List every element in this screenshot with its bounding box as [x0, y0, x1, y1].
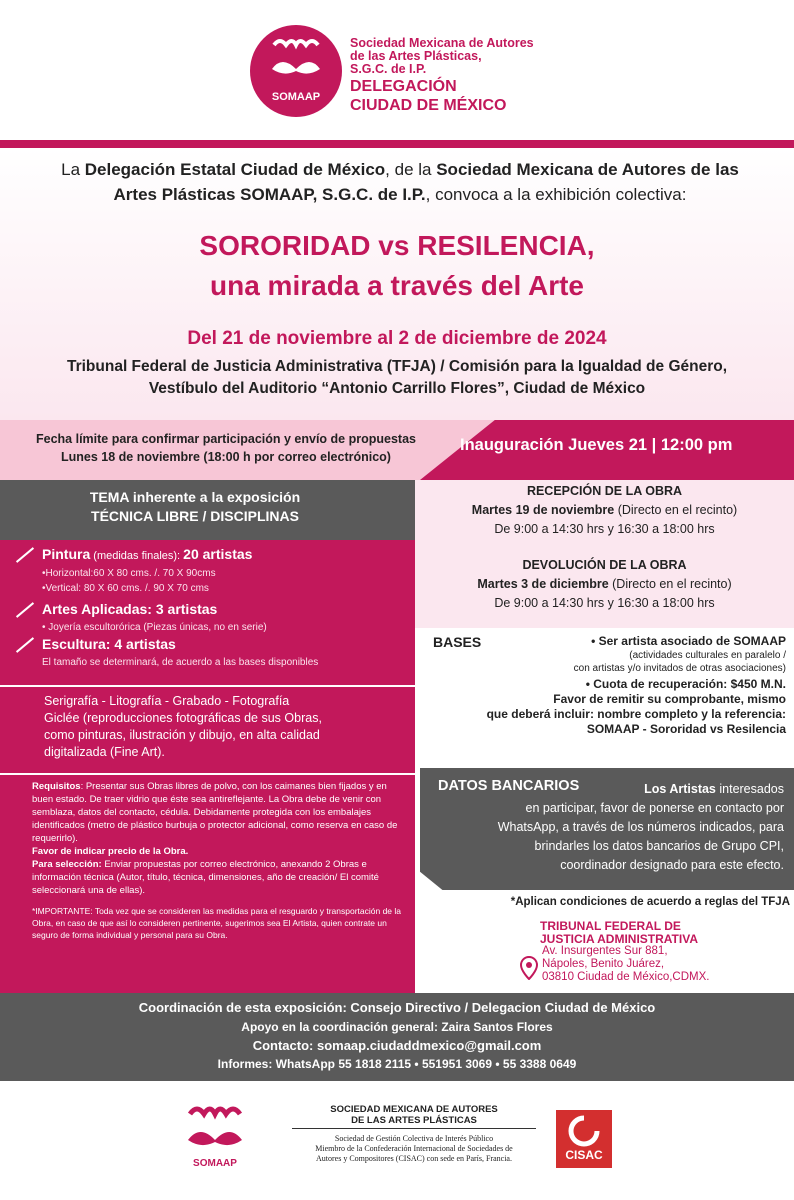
footer-sub-line: Miembro de la Confederación Internacional de Sociedades de	[315, 1144, 513, 1153]
tech-line: como pinturas, ilustración y dibujo, en alta calidad	[44, 728, 320, 742]
address-line: 03810 Ciudad de México,CDMX.	[542, 971, 710, 983]
tema-line: TÉCNICA LIBRE / DISCIPLINAS	[91, 508, 299, 524]
discipline-escultura: Escultura: 4 artistas	[42, 636, 176, 652]
exhibition-subtitle: una mirada a través del Arte	[209, 270, 584, 301]
reception-date-rest: (Directo en el recinto)	[614, 503, 738, 517]
bases-item: • Cuota de recuperación: $450 M.N.	[585, 677, 786, 691]
bases-sub: con artistas y/o invitados de otras asociaciones)	[573, 663, 786, 674]
artes-sub: • Joyería escultorórica (Piezas únicas, no en serie)	[42, 622, 267, 633]
address-line: Av. Insurgentes Sur 881,	[542, 945, 668, 957]
footer-title	[292, 1104, 536, 1126]
tfja-conditions: *Aplican condiciones de acuerdo a reglas del TFJA	[510, 896, 790, 908]
reception-hours: De 9:00 a 14:30 hrs y 16:30 a 18:00 hrs	[494, 522, 715, 536]
cisac-logo	[556, 1110, 612, 1168]
bank-line: brindarles los datos bancarios de Grupo CPI,	[534, 839, 784, 853]
tema-text	[30, 488, 360, 526]
bank-line: en participar, favor de ponerse en contacto por	[525, 801, 784, 815]
venue-line: Vestíbulo del Auditorio “Antonio Carrillo Flores”, Ciudad de México	[148, 380, 646, 397]
techniques-text	[44, 693, 404, 761]
bases-label: BASES	[433, 634, 482, 650]
slash-icon	[16, 547, 34, 563]
discipline-note: (medidas finales):	[90, 550, 184, 562]
bank-label: DATOS BANCARIOS	[438, 778, 580, 794]
req-text: : Presentar sus Obras libres de polvo, con los caimanes bien fijados y en buen estado. De traer vidrio que éste sea antireflejante. La Obra debe de venir con semblaza, datos del contacto, cédula. Debidamente protegida con los embalajes identificados (metro de plástico burbuja o protector adicional, como reserva en caso de requerirlo).	[32, 781, 398, 844]
deadline-text	[16, 430, 436, 466]
footer-sub-line: Autores y Compositores (CISAC) con sede en París, Francia.	[316, 1154, 512, 1163]
location-pin-icon	[520, 956, 538, 980]
tech-line: Giclée (reproducciones fotográficas de sus Obras,	[44, 711, 322, 725]
footer-rule	[292, 1128, 536, 1129]
tfja-logo-line: JUSTICIA ADMINISTRATIVA	[540, 932, 698, 946]
intro-text: La	[61, 160, 85, 179]
bank-line: coordinador designado para este efecto.	[560, 858, 784, 872]
reception-title: RECEPCIÓN DE LA OBRA	[526, 484, 683, 498]
return-hours: De 9:00 a 14:30 hrs y 16:30 a 18:00 hrs	[494, 596, 715, 610]
bank-lead: Los Artistas	[644, 782, 716, 796]
disciplines-box	[0, 540, 415, 685]
venue-line: Tribunal Federal de Justicia Administrativa (TFJA) / Comisión para la Igualdad de Género,	[66, 358, 728, 375]
tech-line: digitalizada (Fine Art).	[44, 745, 165, 759]
requirements-text	[32, 780, 407, 941]
intro-bold: Delegación Estatal Ciudad de México	[84, 160, 386, 179]
pintura-horizontal: •Horizontal:60 X 80 cms. /. 70 X 90cms	[42, 568, 216, 579]
bases-sub: (actividades culturales en paralelo /	[629, 650, 786, 661]
cisac-mark-icon	[556, 1114, 612, 1148]
exhibition-dates: Del 21 de noviembre al 2 de diciembre de 2024	[187, 328, 607, 349]
return-date	[415, 577, 794, 591]
deadline-line: Fecha límite para confirmar participación y envío de propuestas	[36, 432, 416, 446]
price-note: Favor de indicar precio de la Obra.	[32, 846, 189, 857]
bank-line: interesados	[715, 782, 784, 796]
tech-line: Serigrafía - Litografía - Grabado - Fotografía	[44, 694, 290, 708]
sel-text: Enviar propuestas por correo electrónico, anexando 2 Obras e información técnica (Autor, título, técnica, dimensiones, año de creación/ El comité seleccionará una de ellas).	[32, 859, 379, 896]
delegation-line: DELEGACIÓN	[350, 78, 457, 95]
return-title: DEVOLUCIÓN DE LA OBRA	[522, 558, 687, 572]
discipline-pintura	[42, 546, 252, 562]
bases-item: • Ser artista asociado de SOMAAP	[591, 634, 786, 648]
return-date-bold: Martes 3 de diciembre	[477, 577, 609, 591]
discipline-count: 20 artistas	[183, 546, 253, 562]
inauguration-text: Inauguración Jueves 21 | 12:00 pm	[460, 436, 733, 454]
tfja-logo	[540, 920, 790, 946]
reception-date-bold: Martes 19 de noviembre	[471, 503, 615, 517]
bases-item: que deberá incluir: nombre completo y la referencia:	[486, 707, 786, 721]
coordination-support: Apoyo en la coordinación general: Zaira Santos Flores	[241, 1020, 553, 1034]
delegation-line: CIUDAD DE MÉXICO	[350, 97, 507, 114]
slash-icon	[16, 602, 34, 618]
bank-text	[440, 780, 784, 875]
bases-list	[470, 634, 786, 737]
exhibition-title: SORORIDAD vs RESILENCIA,	[199, 230, 595, 261]
whatsapp-numbers: Informes: WhatsApp 55 1818 2115 • 551951 3069 • 55 3388 0649	[217, 1057, 577, 1071]
logo-label: SOMAAP	[271, 91, 321, 103]
footer-logo-label: SOMAAP	[193, 1158, 237, 1169]
bases-item: SOMAAP - Sororidad vs Resilencia	[586, 722, 786, 736]
important-note: *IMPORTANTE: Toda vez que se consideren las medidas para el resguardo y transportación de la Obra, en caso de que así lo consideren pertinente, sugerimos sea El Artista, quien contrate un seguro de forma individual y personal para su Obra.	[32, 906, 401, 940]
bank-line: WhatsApp, a través de los números indicados, para	[497, 820, 784, 834]
coordination-line: Coordinación de esta exposición: Consejo Directivo / Delegacion Ciudad de México	[138, 1000, 656, 1015]
bases-item: Favor de remitir su comprobante, mismo	[553, 692, 786, 706]
discipline-label: Pintura	[42, 546, 91, 562]
org-name-block	[350, 37, 650, 114]
deadline-line: Lunes 18 de noviembre (18:00 h por correo electrónico)	[61, 450, 391, 464]
intro-bold: Sociedad Mexicana de Autores de las Artes Plásticas SOMAAP, S.G.C. de I.P.	[113, 160, 739, 204]
somaap-logo	[250, 25, 342, 117]
pintura-vertical: •Vertical: 80 X 60 cms. /. 90 X 70 cms	[42, 583, 209, 594]
intro-text: , convoca a la exhibición colectiva:	[425, 185, 687, 204]
org-line: Sociedad Mexicana de Autores	[350, 36, 534, 50]
somaap-footer-logo-icon	[180, 1100, 250, 1160]
footer-title-line: DE LAS ARTES PLÁSTICAS	[351, 1115, 477, 1126]
req-label: Requisitos	[32, 781, 81, 792]
venue	[0, 356, 794, 400]
reception-date	[415, 503, 794, 517]
slash-icon	[16, 637, 34, 653]
footer-title-line: SOCIEDAD MEXICANA DE AUTORES	[330, 1104, 498, 1115]
footer-subtitle	[286, 1134, 542, 1164]
contact-email: Contacto: somaap.ciudaddmexico@gmail.com	[252, 1038, 542, 1053]
footer-sub-line: Sociedad de Gestión Colectiva de Interés Público	[334, 1134, 494, 1143]
intro-text: , de la	[385, 160, 437, 179]
sel-label: Para selección:	[32, 859, 102, 870]
header-stripe	[0, 140, 794, 148]
escultura-sub: El tamaño se determinará, de acuerdo a las bases disponibles	[42, 657, 319, 668]
tema-line: TEMA inherente a la exposición	[89, 489, 301, 505]
mustache-icon	[266, 35, 326, 87]
cisac-label: CISAC	[565, 1148, 603, 1162]
return-date-rest: (Directo en el recinto)	[608, 577, 732, 591]
org-line: S.G.C. de I.P.	[350, 62, 427, 76]
org-line: de las Artes Plásticas,	[350, 49, 482, 63]
intro-paragraph	[40, 157, 760, 207]
discipline-artes: Artes Aplicadas: 3 artistas	[42, 601, 218, 617]
tfja-address	[542, 945, 792, 984]
tfja-logo-line: TRIBUNAL FEDERAL DE	[540, 919, 681, 933]
address-line: Nápoles, Benito Juárez,	[542, 958, 665, 970]
